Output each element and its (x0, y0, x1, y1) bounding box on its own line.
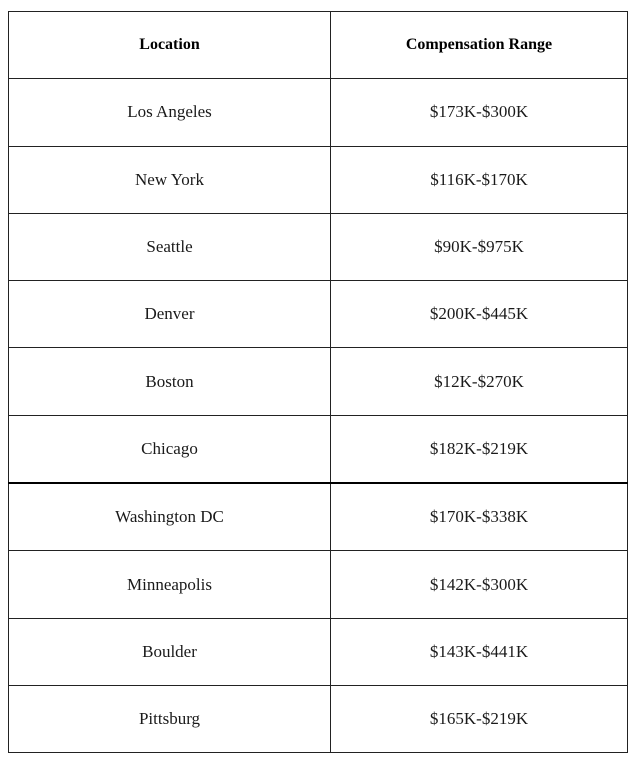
table-row (9, 79, 628, 146)
compensation-cell: $170K-$338K (331, 483, 628, 551)
location-cell: Seattle (9, 213, 331, 280)
location-cell: Washington DC (9, 483, 331, 551)
table-row (9, 551, 628, 618)
table-row (9, 213, 628, 280)
table-row (9, 281, 628, 348)
table-header-row (9, 12, 628, 79)
location-cell: Chicago (9, 415, 331, 483)
compensation-cell: $142K-$300K (331, 551, 628, 618)
location-column-header: Location (9, 12, 331, 79)
location-cell: Denver (9, 281, 331, 348)
compensation-cell: $116K-$170K (331, 146, 628, 213)
compensation-cell: $182K-$219K (331, 415, 628, 483)
table-row (9, 146, 628, 213)
location-cell: Minneapolis (9, 551, 331, 618)
compensation-cell: $200K-$445K (331, 281, 628, 348)
compensation-table (8, 11, 628, 753)
compensation-cell: $12K-$270K (331, 348, 628, 415)
compensation-table-container (8, 11, 627, 753)
compensation-cell: $90K-$975K (331, 213, 628, 280)
table-row (9, 618, 628, 685)
table-row (9, 483, 628, 551)
compensation-cell: $143K-$441K (331, 618, 628, 685)
compensation-cell: $165K-$219K (331, 685, 628, 752)
table-row (9, 415, 628, 483)
location-cell: Pittsburg (9, 685, 331, 752)
compensation-cell: $173K-$300K (331, 79, 628, 146)
location-cell: Boulder (9, 618, 331, 685)
location-cell: Boston (9, 348, 331, 415)
location-cell: New York (9, 146, 331, 213)
location-cell: Los Angeles (9, 79, 331, 146)
table-row (9, 348, 628, 415)
table-row (9, 685, 628, 752)
compensation-column-header: Compensation Range (331, 12, 628, 79)
